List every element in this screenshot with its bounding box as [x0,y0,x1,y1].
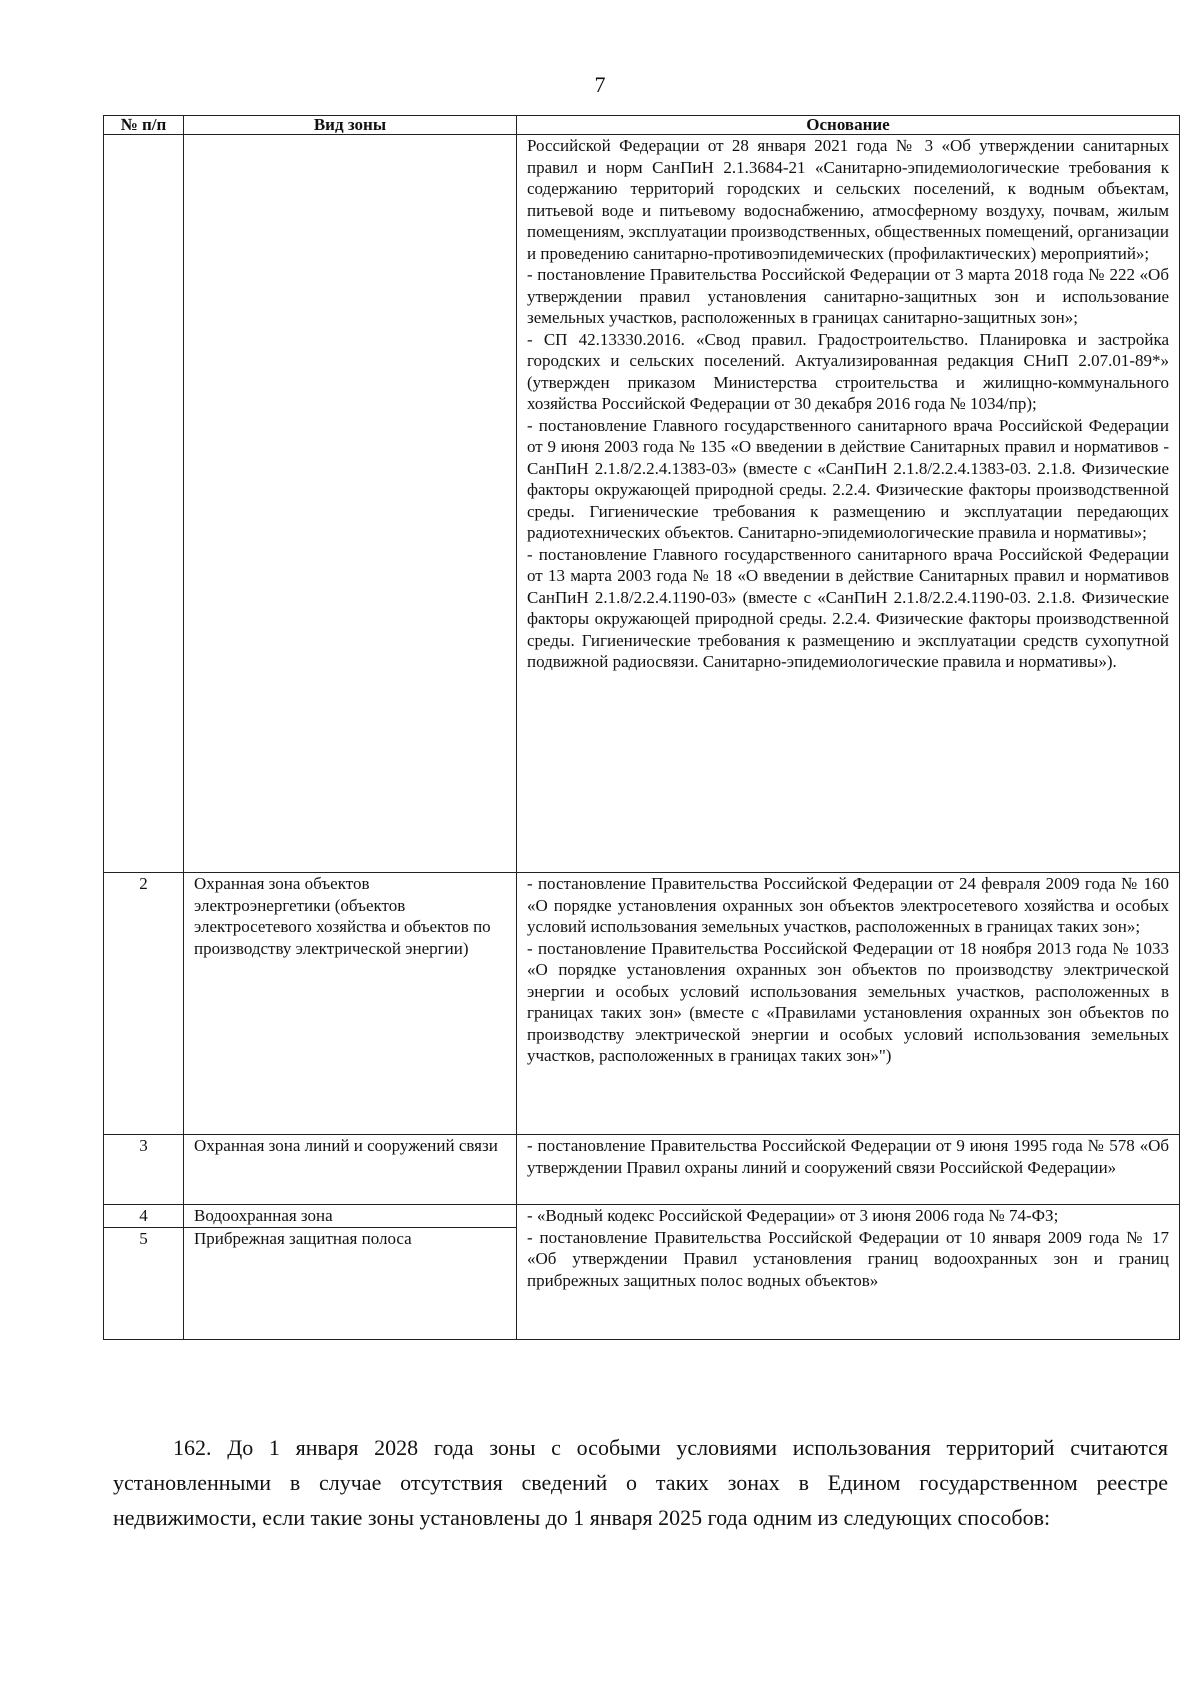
header-basis: Основание [517,116,1180,135]
basis-item: Российской Федерации от 28 января 2021 года № 3 «Об утверждении санитарных правил и норм СанПиН 2.1.3684-21 «Санитарно-эпидемиологические требования к содержанию территорий городских и сельских поселений, к водным объектам, питьевой воде и питьевому водоснабжению, атмосферному воздуху, почвам, жилым помещениям, эксплуатации производственных, общественных помещений, организации и проведению санитарно-противоэпидемических (профилактических) мероприятий»; [527,136,1169,263]
table-row [104,1135,1180,1205]
basis-item: - постановление Главного государственного санитарного врача Российской Федерации от 9 июня 2003 года № 135 «О введении в действие Санитарных правил и нормативов - СанПиН 2.1.8/2.2.4.1383-03» (вместе с «СанПиН 2.1.8/2.2.4.1383-03. 2.1.8. Физические факторы окружающей природной среды. 2.2.4. Физические факторы производственной среды. Гигиенические требования к размещению и эксплуатации передающих радиотехнических объектов. Санитарно-эпидемиологические правила и нормативы»; [527,415,1169,542]
header-number: № п/п [104,116,184,135]
basis-cell [517,135,1180,873]
row-number [104,135,184,873]
basis-item: - постановление Правительства Российской Федерации от 24 февраля 2009 года № 160 «О порядке установления охранных зон объектов электросетевого хозяйства и особых условий использования земельных участков, расположенных в границах таких зон»; [527,874,1169,936]
basis-item: - постановление Правительства Российской Федерации от 9 июня 1995 года № 578 «Об утверждении Правил охраны линий и сооружений связи Российской Федерации» [527,1136,1169,1177]
paragraph-text: 162. До 1 января 2028 года зоны с особыми условиями использования территорий считаются установленными в случае отсутствия сведений о таких зонах в Едином государственном реестре недвижимости, если такие зоны установлены до 1 января 2025 года одним из следующих способов: [113,1435,1168,1530]
zone-type: Водоохранная зона [184,1205,517,1228]
basis-item: - постановление Правительства Российской Федерации от 3 марта 2018 года № 222 «Об утверждении правил установления санитарно-защитных зон и использование земельных участков, расположенных в границах санитарно-защитных зон»; [527,265,1169,327]
table-row [104,873,1180,1135]
basis-item: - постановление Правительства Российской Федерации от 10 января 2009 года № 17 «Об утверждении Правил установления границ водоохранных зон и границ прибрежных защитных полос водных объектов» [527,1227,1169,1290]
row-number: 3 [104,1135,184,1205]
basis-cell [517,1205,1180,1340]
table-header-row [104,116,1180,135]
basis-cell [517,1135,1180,1205]
header-zone-type: Вид зоны [184,116,517,135]
page-number: 7 [594,72,606,97]
basis-item: - «Водный кодекс Российской Федерации» от 3 июня 2006 года № 74-ФЗ; [527,1206,1059,1225]
paragraph-162 [113,1430,1168,1535]
zones-table [103,115,1180,1340]
zone-type: Охранная зона объектов электроэнергетики (объектов электросетевого хозяйства и объектов по производству электрической энергии) [184,873,517,1135]
basis-item: - постановление Главного государственного санитарного врача Российской Федерации от 13 марта 2003 года № 18 «О введении в действие Санитарных правил и нормативов СанПиН 2.1.8/2.2.4.1190-03» (вместе с «СанПиН 2.1.8/2.2.4.1190-03. 2.1.8. Физические факторы окружающей природной среды. 2.2.4. Физические факторы производственной среды. Гигиенические требования к размещению и эксплуатации средств сухопутной подвижной радиосвязи. Санитарно-эпидемиологические правила и нормативы»). [527,544,1169,671]
zone-type: Охранная зона линий и сооружений связи [184,1135,517,1205]
zone-type [184,135,517,873]
table-row [104,135,1180,873]
basis-item: - СП 42.13330.2016. «Свод правил. Градостроительство. Планировка и застройка городских и сельских поселений. Актуализированная редакция СНиП 2.07.01-89*» (утвержден приказом Министерства строительства и жилищно-коммунального хозяйства Российской Федерации от 30 декабря 2016 года № 1034/пр); [527,329,1169,413]
table-row [104,1205,1180,1228]
zone-type: Прибрежная защитная полоса [184,1227,517,1339]
row-number: 4 [104,1205,184,1228]
row-number: 5 [104,1227,184,1339]
basis-item: - постановление Правительства Российской Федерации от 18 ноября 2013 года № 1033 «О порядке установления охранных зон объектов по производству электрической энергии и особых условий использования земельных участков, расположенных в границах таких зон» (вместе с «Правилами установления охранных зон объектов по производству электрической энергии и особых условий использования земельных участков, расположенных в границах таких зон»") [527,938,1169,1065]
basis-cell [517,873,1180,1135]
row-number: 2 [104,873,184,1135]
